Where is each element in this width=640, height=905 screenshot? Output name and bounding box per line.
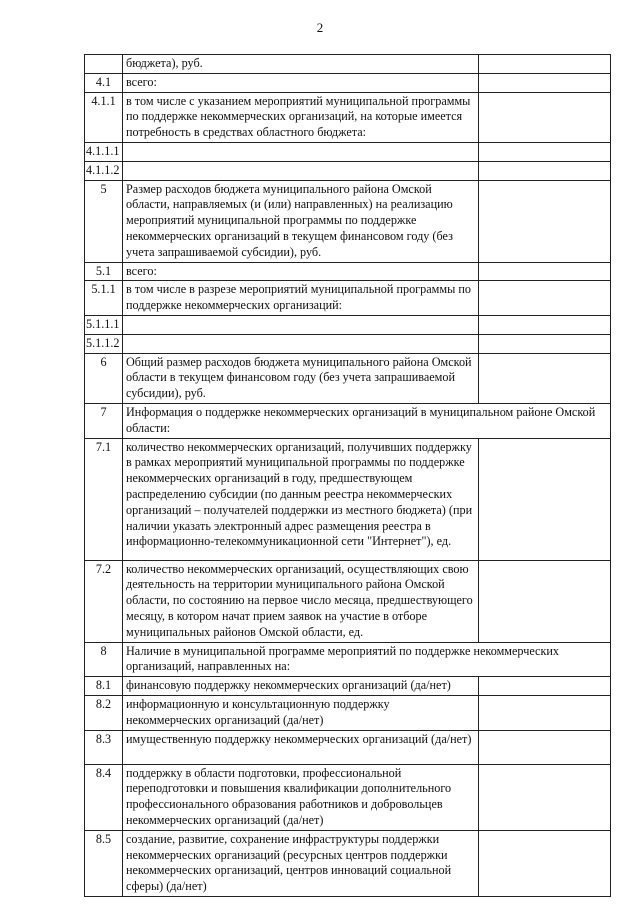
- row-description: в том числе в разрезе мероприятий муниципальной программы по поддержке некоммерческих организаций:: [123, 281, 479, 316]
- table-row: [85, 161, 611, 180]
- row-value: [479, 92, 611, 142]
- row-value: [479, 315, 611, 334]
- row-number: 7.2: [85, 560, 123, 642]
- table-row: [85, 730, 611, 764]
- row-value: [479, 180, 611, 262]
- row-value: [479, 73, 611, 92]
- page-number: 2: [316, 20, 324, 35]
- row-description: Информация о поддержке некоммерческих организаций в муниципальном районе Омской области:: [123, 403, 611, 438]
- row-number: [85, 55, 123, 74]
- row-number: 8.5: [85, 830, 123, 896]
- row-value: [479, 677, 611, 696]
- row-number: 4.1: [85, 73, 123, 92]
- row-value: [479, 560, 611, 642]
- row-value: [479, 830, 611, 896]
- table-row: [85, 695, 611, 730]
- row-value: [479, 438, 611, 560]
- table-row: [85, 438, 611, 560]
- table-row: [85, 764, 611, 830]
- row-description: информационную и консультационную поддержку некоммерческих организаций (да/нет): [123, 695, 479, 730]
- row-number: 7: [85, 403, 123, 438]
- table-row: [85, 403, 611, 438]
- row-value: [479, 695, 611, 730]
- row-number: 4.1.1: [85, 92, 123, 142]
- table-row: [85, 353, 611, 403]
- row-description: финансовую поддержку некоммерческих организаций (да/нет): [123, 677, 479, 696]
- table-row: [85, 830, 611, 896]
- row-description: [123, 334, 479, 353]
- row-value: [479, 764, 611, 830]
- row-description: [123, 161, 479, 180]
- row-value: [479, 161, 611, 180]
- row-number: 6: [85, 353, 123, 403]
- table-row: [85, 334, 611, 353]
- row-value: [479, 262, 611, 281]
- row-description: [123, 142, 479, 161]
- table-row: [85, 560, 611, 642]
- application-form-table: [84, 54, 611, 897]
- row-number: 5.1.1: [85, 281, 123, 316]
- row-value: [479, 730, 611, 764]
- row-number: 8.1: [85, 677, 123, 696]
- row-value: [479, 281, 611, 316]
- row-number: 5.1.1.2: [85, 334, 123, 353]
- table-row: [85, 142, 611, 161]
- table-row: [85, 92, 611, 142]
- table-row: [85, 55, 611, 74]
- row-description: всего:: [123, 262, 479, 281]
- row-description: создание, развитие, сохранение инфраструктуры поддержки некоммерческих организаций (ресурсных центров поддержки некоммерческих организаций, центров инноваций социальной сферы) (да/нет): [123, 830, 479, 896]
- row-number: 8.4: [85, 764, 123, 830]
- table-row: [85, 262, 611, 281]
- row-description: Размер расходов бюджета муниципального района Омской области, направляемых (и (или) направленных) на реализацию мероприятий муниципальной программы по поддержке некоммерческих организаций в текущем финансовом году (без учета запрашиваемой субсидии), руб.: [123, 180, 479, 262]
- table-row: [85, 642, 611, 677]
- row-number: 5.1: [85, 262, 123, 281]
- row-number: 8.2: [85, 695, 123, 730]
- row-description: бюджета), руб.: [123, 55, 479, 74]
- table-row: [85, 315, 611, 334]
- row-number: 8.3: [85, 730, 123, 764]
- table-row: [85, 281, 611, 316]
- row-value: [479, 334, 611, 353]
- row-description: имущественную поддержку некоммерческих организаций (да/нет): [123, 730, 479, 764]
- row-number: 4.1.1.2: [85, 161, 123, 180]
- row-number: 5.1.1.1: [85, 315, 123, 334]
- row-number: 7.1: [85, 438, 123, 560]
- table-row: [85, 73, 611, 92]
- table-row: [85, 677, 611, 696]
- row-description: в том числе с указанием мероприятий муниципальной программы по поддержке некоммерческих организаций, на которые имеется потребность в средствах областного бюджета:: [123, 92, 479, 142]
- row-value: [479, 142, 611, 161]
- row-number: 5: [85, 180, 123, 262]
- row-description: [123, 315, 479, 334]
- row-number: 4.1.1.1: [85, 142, 123, 161]
- row-value: [479, 55, 611, 74]
- row-description: всего:: [123, 73, 479, 92]
- table-row: [85, 180, 611, 262]
- row-value: [479, 353, 611, 403]
- row-description: поддержку в области подготовки, профессиональной переподготовки и повышения квалификации дополнительного профессионального образования работников и добровольцев некоммерческих организаций (да/нет): [123, 764, 479, 830]
- row-description: количество некоммерческих организаций, получивших поддержку в рамках мероприятий муниципальной программы по поддержке некоммерческих организаций в году, предшествующем распределению субсидии (по данным реестра некоммерческих организаций – получателей поддержки из местного бюджета) (при наличии указать электронный адрес размещения реестра в информационно-телекоммуникационной сети "Интернет"), ед.: [123, 438, 479, 560]
- row-description: Наличие в муниципальной программе мероприятий по поддержке некоммерческих организаций, направленных на:: [123, 642, 611, 677]
- row-description: Общий размер расходов бюджета муниципального района Омской области в текущем финансовом году (без учета запрашиваемой субсидии), руб.: [123, 353, 479, 403]
- row-number: 8: [85, 642, 123, 677]
- row-description: количество некоммерческих организаций, осуществляющих свою деятельность на территории муниципального района Омской области, по состоянию на первое число месяца, предшествующего месяцу, в котором начат прием заявок на участие в отборе муниципальных районов Омской области, ед.: [123, 560, 479, 642]
